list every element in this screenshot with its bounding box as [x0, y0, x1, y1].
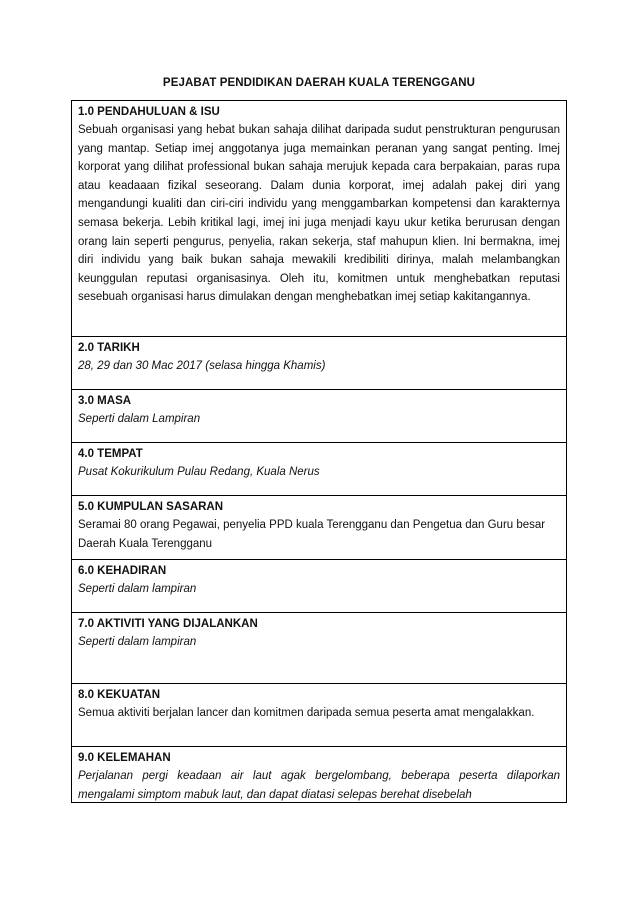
section-body: Sebuah organisasi yang hebat bukan sahaja dilihat daripada sudut penstrukturan pengurusan yang mantap. Setiap imej anggotanya juga memainkan peranan yang sangat penting. Imej korporat yang dilihat professional bukan sahaja merujuk kepada cara berpakaian, paras rupa atau keadaaan fizikal seseorang. Dalam dunia korporat, imej adalah pakej diri yang mengandungi kualiti dan ciri-ciri individu yang menggambarkan kompetensi dan karakternya semasa bekerja. Lebih kritikal lagi, imej ini juga menjadi kayu ukur ketika berurusan dengan orang lain seperti pengurus, penyelia, rakan sekerja, staf mahupun klien. Ini bermakna, imej diri individu yang baik bukan sahaja mewakili kredibiliti dirinya, malah melambangkan keunggulan reputasi organisasinya. Oleh itu, komitmen untuk menghebatkan reputasi sesebuah organisasi harus dimulakan dengan menghebatkan imej setiap kakitangannya. [78, 124, 560, 304]
section-kumpulan-sasaran [72, 496, 566, 560]
section-heading: 4.0 TEMPAT [78, 448, 143, 460]
section-kekuatan [72, 684, 566, 747]
section-masa [72, 390, 566, 443]
section-kehadiran [72, 560, 566, 613]
section-heading: 2.0 TARIKH [78, 342, 140, 354]
section-tarikh [72, 337, 566, 390]
report-table [71, 100, 567, 803]
section-body: Semua aktiviti berjalan lancer dan komitmen daripada semua peserta amat mengalakkan. [78, 707, 535, 719]
section-tempat [72, 443, 566, 496]
section-body: 28, 29 dan 30 Mac 2017 (selasa hingga Khamis) [78, 360, 326, 372]
section-body: Pusat Kokurikulum Pulau Redang, Kuala Nerus [78, 466, 320, 478]
section-heading: 6.0 KEHADIRAN [78, 565, 167, 577]
section-heading: 9.0 KELEMAHAN [78, 752, 171, 764]
section-body: Seperti dalam lampiran [78, 583, 197, 595]
section-heading: 8.0 KEKUATAN [78, 689, 160, 701]
section-heading: 3.0 MASA [78, 395, 132, 407]
section-heading: 1.0 PENDAHULUAN & ISU [78, 106, 220, 118]
section-pendahuluan [72, 101, 566, 337]
section-kelemahan [72, 747, 566, 803]
section-body: Perjalanan pergi keadaan air laut agak bergelombang, beberapa peserta dilaporkan mengalami simptom mabuk laut, dan dapat diatasi selepas berehat disebelah [78, 770, 560, 801]
section-aktiviti [72, 613, 566, 684]
section-heading: 7.0 AKTIVITI YANG DIJALANKAN [78, 618, 258, 630]
section-heading: 5.0 KUMPULAN SASARAN [78, 501, 224, 513]
document-title: PEJABAT PENDIDIKAN DAERAH KUALA TERENGGANU [162, 77, 476, 89]
section-body: Seperti dalam Lampiran [78, 413, 201, 425]
section-body: Seperti dalam lampiran [78, 636, 197, 648]
section-body: Seramai 80 orang Pegawai, penyelia PPD kuala Terengganu dan Pengetua dan Guru besar Daerah Kuala Terengganu [78, 519, 546, 550]
